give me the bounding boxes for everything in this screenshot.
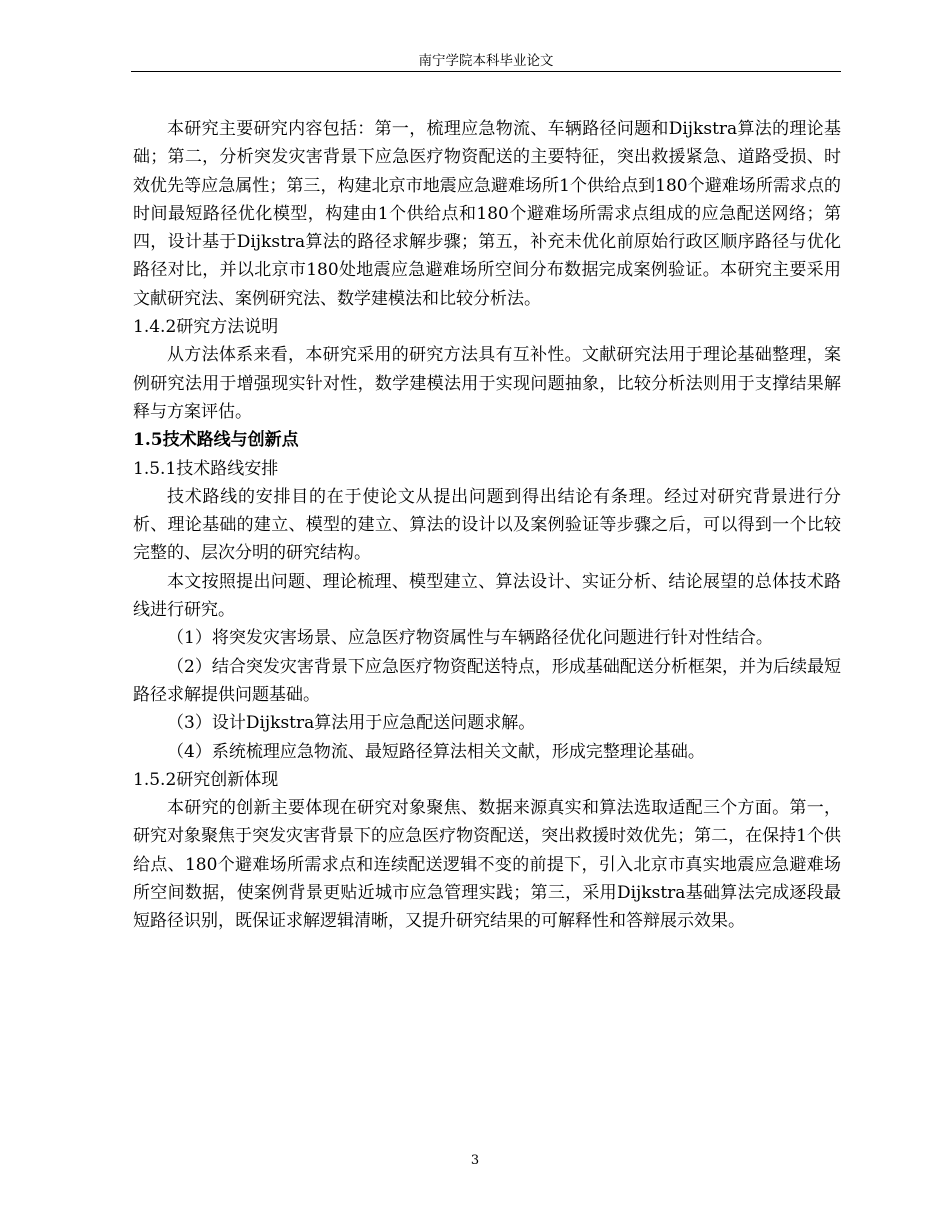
subsection-heading: 1.4.2研究方法说明	[133, 317, 279, 338]
list-item: （1）将突发灾害场景、应急医疗物资属性与车辆路径优化问题进行针对性结合。	[167, 628, 773, 649]
page-body	[133, 115, 841, 936]
page-number: 3	[470, 1153, 480, 1168]
list-item: （2）结合突发灾害背景下应急医疗物资配送特点，形成基础配送分析框架，并为后续最短路径求解提供问题基础。	[133, 656, 841, 705]
header-rule	[131, 71, 841, 72]
subsection-heading: 1.5.2研究创新体现	[133, 769, 279, 790]
body-paragraph: 从方法体系来看，本研究采用的研究方法具有互补性。文献研究法用于理论基础整理，案例研究法用于增强现实针对性，数学建模法用于实现问题抽象，比较分析法则用于支撑结果解释与方案评估。	[133, 345, 841, 422]
body-paragraph: 本文按照提出问题、理论梳理、模型建立、算法设计、实证分析、结论展望的总体技术路线进行研究。	[133, 571, 841, 621]
body-paragraph: 技术路线的安排目的在于使论文从提出问题到得出结论有条理。经过对研究背景进行分析、理论基础的建立、模型的建立、算法的设计以及案例验证等步骤之后，可以得到一个比较完整的、层次分明的研究结构。	[133, 486, 841, 564]
subsection-heading: 1.5.1技术路线安排	[133, 458, 279, 479]
list-item: （3）设计Dijkstra算法用于应急配送问题求解。	[167, 713, 536, 734]
body-paragraph: 本研究主要研究内容包括：第一，梳理应急物流、车辆路径问题和Dijkstra算法的理论基础；第二，分析突发灾害背景下应急医疗物资配送的主要特征，突出救援紧急、道路受损、时效优先等应急属性；第三，构建北京市地震应急避难场所1个供给点到180个避难场所需求点的时间最短路径优化模型，构建由1个供给点和180个避难场所需求点组成的应急配送网络；第四，设计基于Dijkstra算法的路径求解步骤；第五，补充未优化前原始行政区顺序路径与优化路径对比，并以北京市180处地震应急避难场所空间分布数据完成案例验证。本研究主要采用文献研究法、案例研究法、数学建模法和比较分析法。	[133, 119, 841, 309]
section-heading: 1.5技术路线与创新点	[133, 430, 299, 451]
list-item: （4）系统梳理应急物流、最短路径算法相关文献，形成完整理论基础。	[167, 741, 705, 762]
body-paragraph: 本研究的创新主要体现在研究对象聚焦、数据来源真实和算法选取适配三个方面。第一，研究对象聚焦于突发灾害背景下的应急医疗物资配送，突出救援时效优先；第二，在保持1个供给点、180个避难场所需求点和连续配送逻辑不变的前提下，引入北京市真实地震应急避难场所空间数据，使案例背景更贴近城市应急管理实践；第三，采用Dijkstra基础算法完成逐段最短路径识别，既保证求解逻辑清晰，又提升研究结果的可解释性和答辩展示效果。	[133, 798, 841, 932]
running-header: 南宁学院本科毕业论文	[418, 53, 554, 69]
